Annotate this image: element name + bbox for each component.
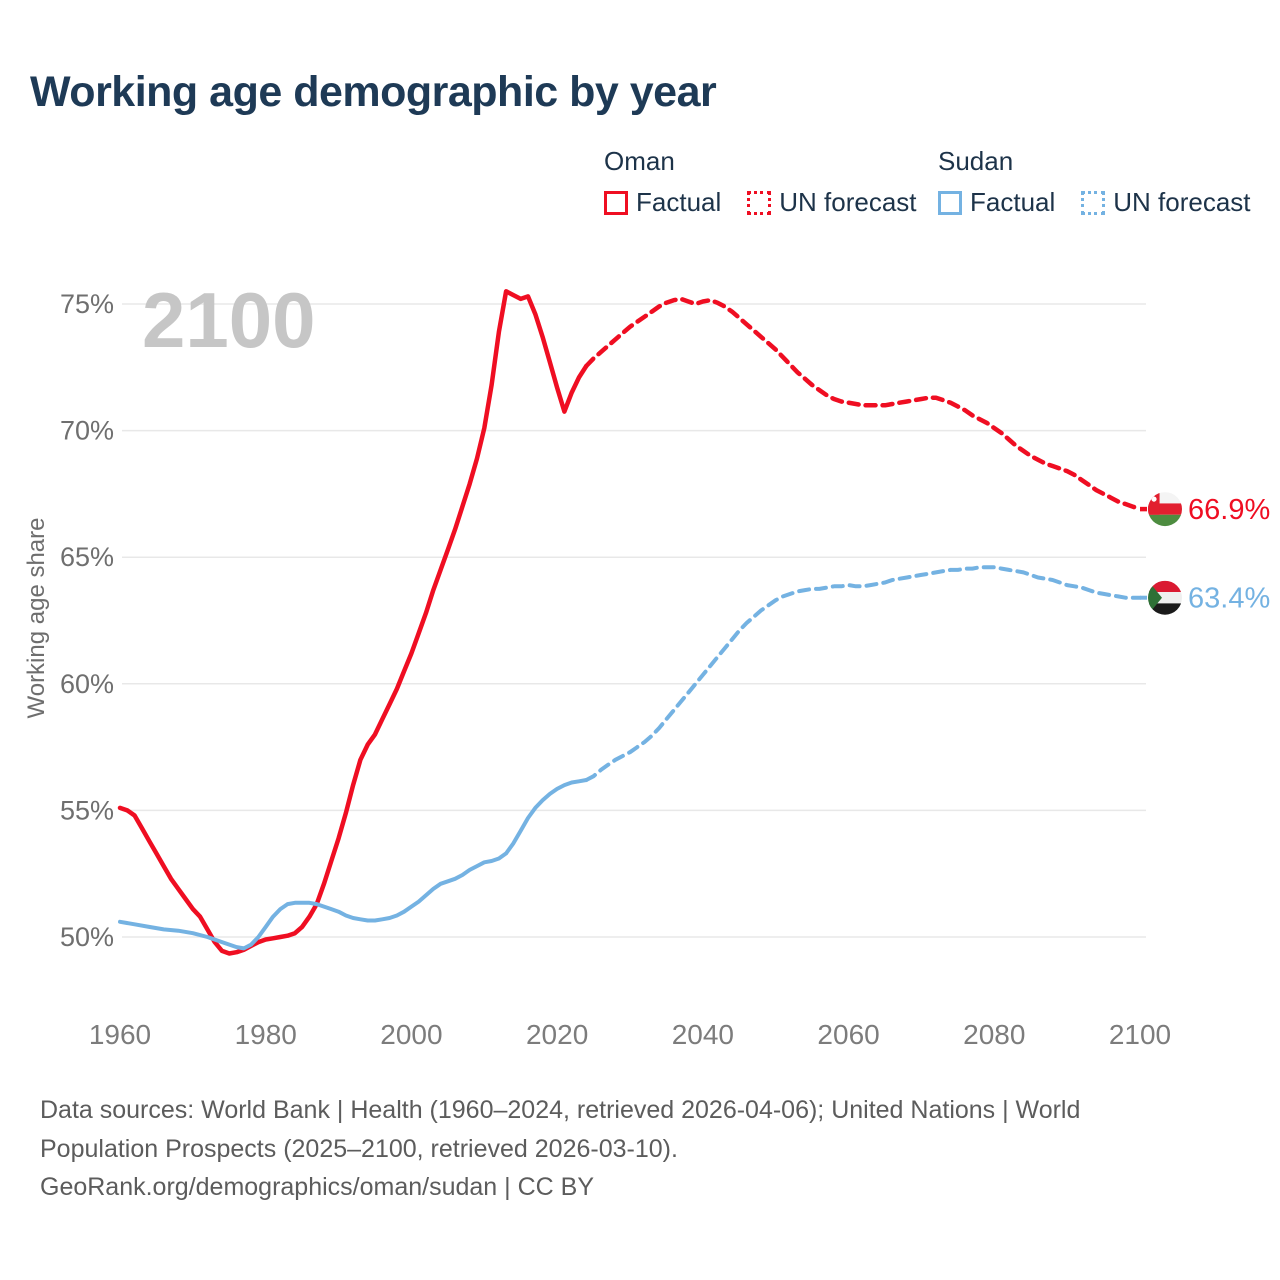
y-tick-label: 60% — [59, 668, 114, 699]
legend-group-sudan — [938, 146, 1251, 218]
footer-line-1: Data sources: World Bank | Health (1960–2024, retrieved 2026-04-06); United Nations | World — [40, 1096, 1081, 1124]
data-sources-footer — [40, 1091, 1080, 1207]
y-tick-label: 50% — [59, 922, 114, 952]
x-tick-label: 2100 — [1108, 1019, 1172, 1050]
legend-item-oman-factual[interactable] — [604, 187, 721, 218]
x-tick-label: 1960 — [88, 1019, 152, 1050]
x-tick-label: 2020 — [525, 1019, 589, 1050]
legend-group-title-sudan: Sudan — [938, 146, 1014, 176]
footer-line-3: GeoRank.org/demographics/oman/sudan | CC BY — [40, 1173, 595, 1201]
legend-group-title-oman: Oman — [604, 146, 675, 176]
oman-forecast-swatch-icon — [747, 191, 771, 215]
sudan-forecast-swatch-icon — [1081, 191, 1105, 215]
sudan-end-value-label: 63.4% — [1188, 582, 1271, 615]
legend-item-label: Factual — [970, 187, 1056, 217]
x-tick-label: 2000 — [380, 1019, 443, 1050]
oman-factual-swatch-icon — [604, 191, 628, 215]
y-tick-label: 65% — [59, 542, 114, 573]
oman-flag-icon — [1148, 492, 1182, 527]
legend-item-oman-forecast[interactable] — [747, 187, 916, 218]
legend-group-oman — [604, 146, 917, 218]
legend-item-label: Factual — [636, 187, 722, 217]
y-axis-title: Working age share — [23, 517, 50, 719]
series-line-oman-factual — [120, 291, 586, 953]
sudan-flag-icon — [1148, 581, 1182, 616]
page-title: Working age demographic by year — [30, 68, 717, 116]
series-line-sudan-forecast — [586, 567, 1140, 780]
series-line-sudan-factual — [120, 780, 586, 948]
y-tick-label: 70% — [59, 415, 114, 446]
series-line-oman-forecast — [586, 299, 1140, 509]
y-tick-label: 75% — [59, 289, 114, 319]
legend-item-label: UN forecast — [779, 187, 917, 217]
y-tick-label: 55% — [59, 795, 114, 826]
legend-item-sudan-factual[interactable] — [938, 187, 1055, 218]
x-tick-label: 2040 — [671, 1019, 735, 1050]
year-watermark: 2100 — [142, 276, 316, 364]
x-tick-label: 2080 — [963, 1019, 1026, 1050]
legend-item-sudan-forecast[interactable] — [1081, 187, 1250, 218]
sudan-factual-swatch-icon — [938, 191, 962, 215]
footer-line-2: Population Prospects (2025–2100, retrieved 2026-03-10). — [40, 1134, 678, 1163]
x-tick-label: 1980 — [234, 1019, 297, 1050]
x-tick-label: 2060 — [817, 1019, 880, 1050]
legend-item-label: UN forecast — [1113, 187, 1251, 217]
oman-end-value-label: 66.9% — [1188, 494, 1271, 527]
